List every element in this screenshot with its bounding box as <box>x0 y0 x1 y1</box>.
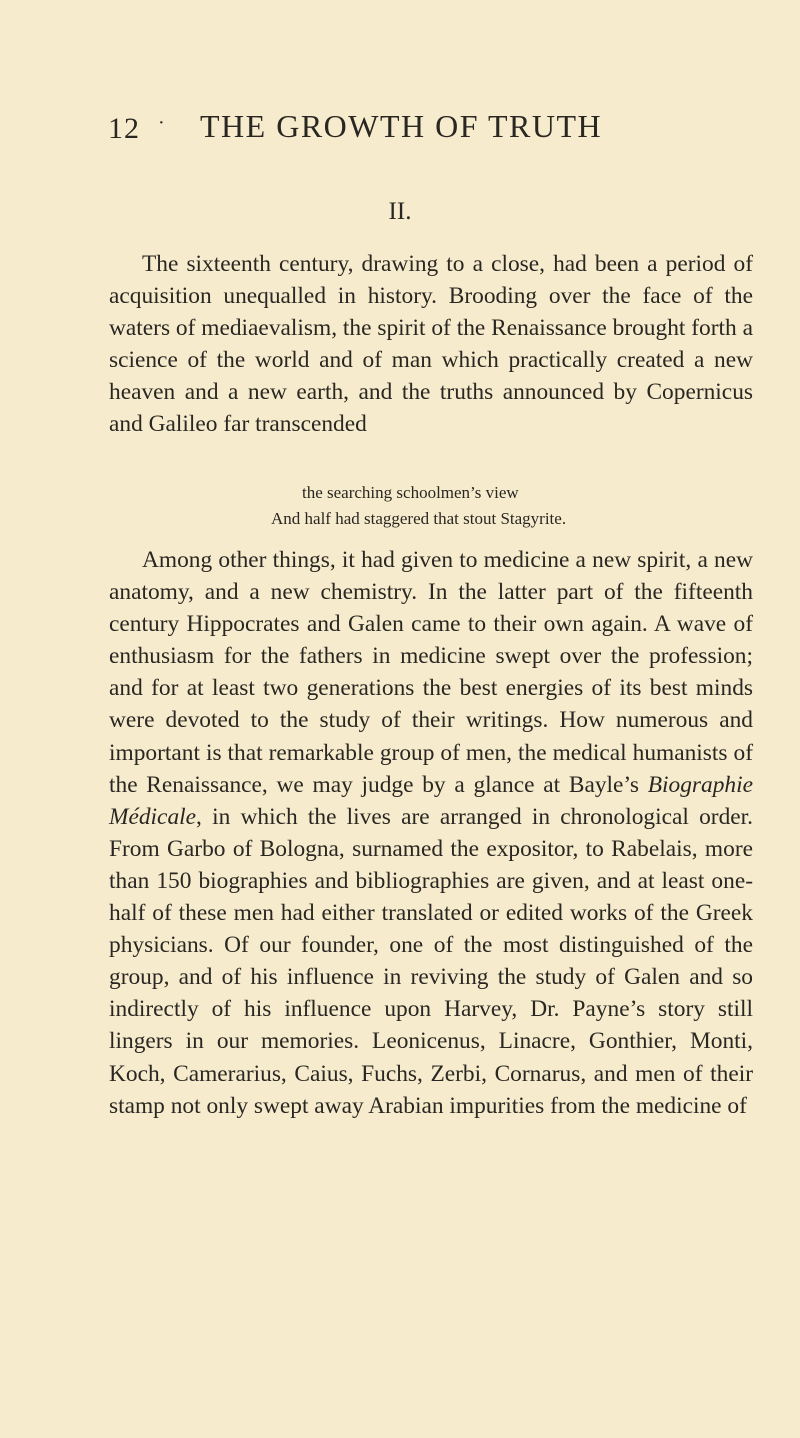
quote-line-2: And half had staggered that stout Stagyrite. <box>271 509 567 528</box>
section-number: II. <box>388 198 412 225</box>
paragraph-1: The sixteenth century, drawing to a close, had been a period of acquisition unequalled in history. Brooding over the face of the waters of mediaevalism, the spirit of the Renaissance brought forth a science of the world and of man which practically created a new heaven and a new earth, and the truths announced by Copernicus and Galileo far transcended <box>109 251 753 438</box>
book-title: Biographie Médicale <box>109 771 753 830</box>
running-head <box>0 108 800 148</box>
verse-quotation <box>0 480 800 532</box>
page-number: 12 <box>108 112 140 145</box>
paragraph-2-text-a: Among other things, it had given to medicine a new spirit, a new anatomy, and a new chemistry. In the latter part of the fifteenth century Hippocrates and Galen came to their own again. A wave of enthusiasm for the fathers in medicine swept over the profession; and for at least two generations the best energies of its best minds were devoted to the study of their writings. How numerous and important is that remarkable group of men, the medical humanists of the Renaissance, we may judge by a glance at Bayle’s <box>109 547 753 798</box>
quote-line-1: the searching schoolmen’s view <box>302 483 519 502</box>
running-title: THE GROWTH OF TRUTH <box>200 108 603 144</box>
paragraph-2-text-b: , in which the lives are arranged in chronological order. From Garbo of Bologna, surnamed the expositor, to Rabelais, more than 150 biographies and bibliographies are given, and at least one-half of these men had either translated or edited works of the Greek physicians. Of our founder, one of the most distinguished of the group, and of his influence in reviving the study of Galen and so indirectly of his influence upon Harvey, Dr. Payne’s story still lingers in our memories. Leonicenus, Linacre, Gonthier, Monti, Koch, Camerarius, Caius, Fuchs, Zerbi, Cornarus, and men of their stamp not only swept away Arabian impurities from the medicine of <box>109 803 753 1119</box>
paragraph-2 <box>109 544 753 1122</box>
header-separator: · <box>158 112 165 134</box>
